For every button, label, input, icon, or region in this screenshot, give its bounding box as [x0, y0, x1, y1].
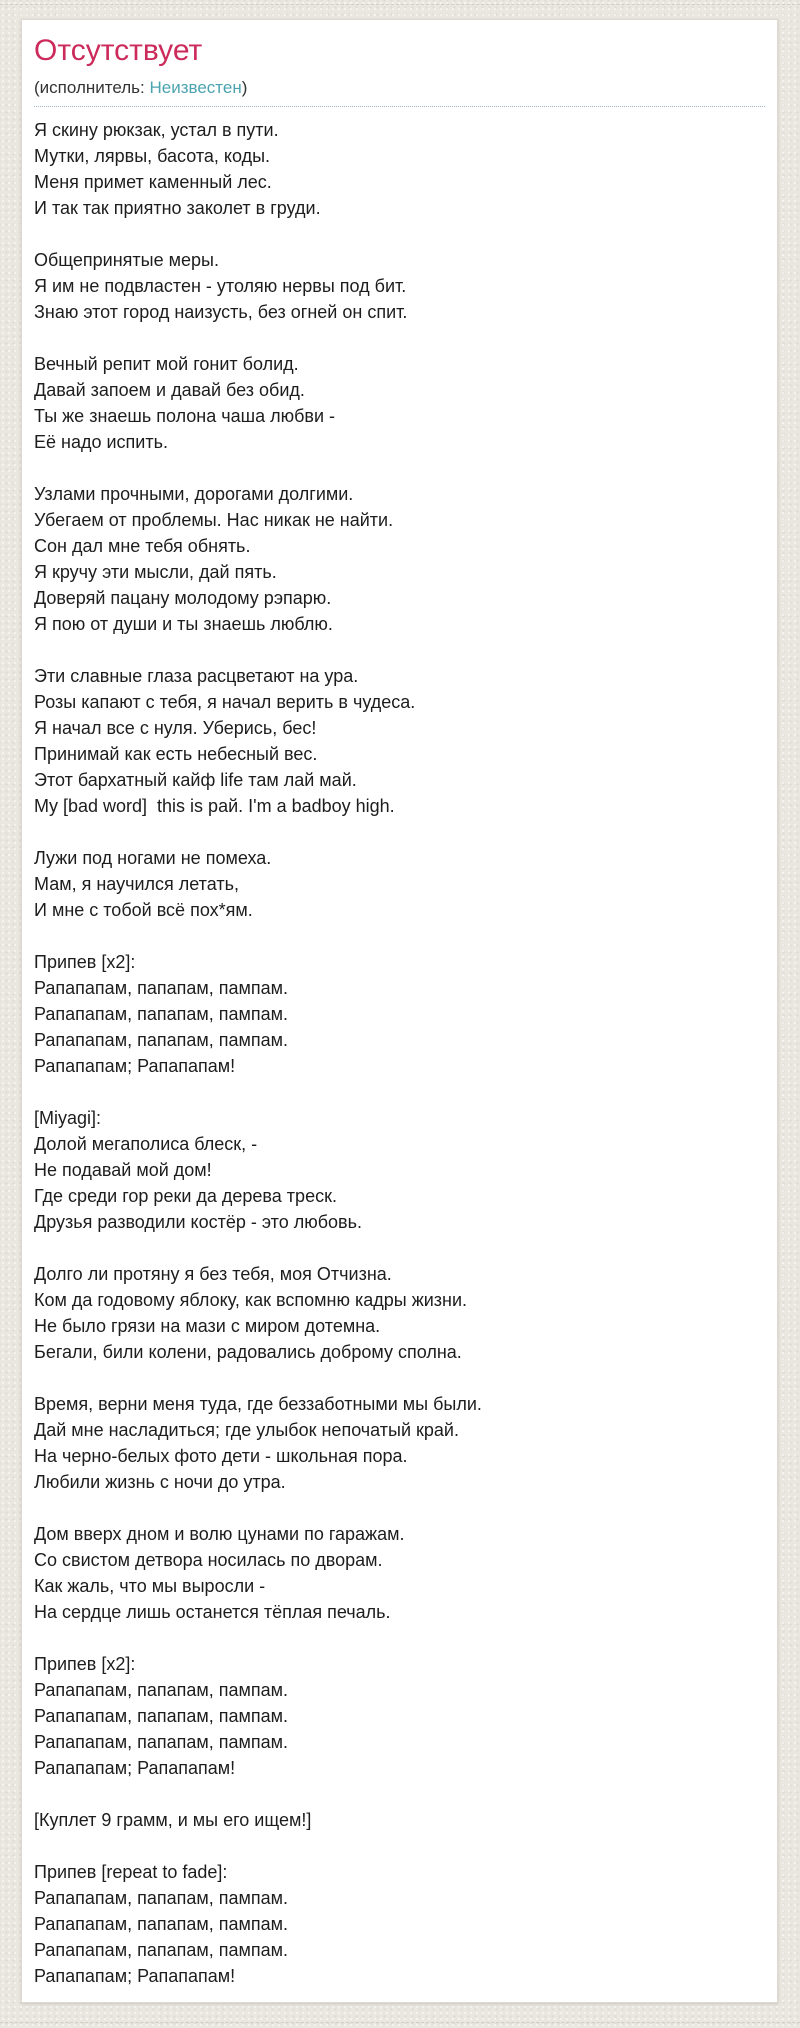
- lyrics-stanza: Дом вверх дном и волю цунами по гаражам. Со свистом детвора носилась по дворам. Как жаль, что мы выросли - На сердце лишь останется тёплая печаль.: [34, 1524, 405, 1622]
- lyrics-stanza: Припев [x2]: Рапапапам, папапам, пампам. Рапапапам, папапам, пампам. Рапапапам, папапам, пампам. Рапапапам; Рапапапам!: [34, 1654, 288, 1778]
- lyrics: [34, 117, 765, 1989]
- lyrics-stanza: Общепринятые меры. Я им не подвластен - утоляю нервы под бит. Знаю этот город наизусть, без огней он спит.: [34, 250, 408, 322]
- lyrics-stanza: Время, верни меня туда, где беззаботными мы были. Дай мне насладиться; где улыбок непочатый край. На черно-белых фото дети - школьная пора. Любили жизнь с ночи до утра.: [34, 1394, 482, 1492]
- lyrics-stanza: Припев [x2]: Рапапапам, папапам, пампам. Рапапапам, папапам, пампам. Рапапапам, папапам, пампам. Рапапапам; Рапапапам!: [34, 952, 288, 1076]
- lyrics-stanza: [Куплет 9 грамм, и мы его ищем!]: [34, 1810, 312, 1830]
- content-card: [21, 19, 778, 2003]
- top-dashed-border: [0, 4, 800, 5]
- lyrics-stanza: Узлами прочными, дорогами долгими. Убегаем от проблемы. Нас никак не найти. Сон дал мне тебя обнять. Я кручу эти мысли, дай пять. Доверяй пацану молодому рэпарю. Я пою от души и ты знаешь люблю.: [34, 484, 394, 634]
- bottom-dashed-border: [0, 2022, 800, 2023]
- artist-line: [34, 78, 765, 107]
- artist-label: (исполнитель:: [34, 78, 150, 97]
- lyrics-stanza: Я скину рюкзак, устал в пути. Мутки, лярвы, басота, коды. Меня примет каменный лес. И так так приятно заколет в груди.: [34, 120, 321, 218]
- lyrics-stanza: Вечный репит мой гонит болид. Давай запоем и давай без обид. Ты же знаешь полона чаша любви - Её надо испить.: [34, 354, 336, 452]
- song-title: Отсутствует: [34, 34, 203, 67]
- lyrics-stanza: Лужи под ногами не помеха. Мам, я научился летать, И мне с тобой всё пох*ям.: [34, 848, 272, 920]
- lyrics-stanza: [Miyagi]: Долой мегаполиса блеск, - Не подавай мой дом! Где среди гор реки да дерева треск. Друзья разводили костёр - это любовь.: [34, 1108, 362, 1232]
- artist-label-suffix: ): [241, 78, 248, 97]
- lyrics-stanza: Долго ли протяну я без тебя, моя Отчизна. Ком да годовому яблоку, как вспомню кадры жизни. Не было грязи на мази с миром дотемна. Бегали, били колени, радовались доброму сполна.: [34, 1264, 468, 1362]
- lyrics-stanza: Эти славные глаза расцветают на ура. Розы капают с тебя, я начал верить в чудеса. Я начал все с нуля. Уберись, бес! Принимай как есть небесный вес. Этот бархатный кайф life там лай май. My [bad word] this is рай. I'm a badboy high.: [34, 666, 416, 816]
- lyrics-stanza: Припев [repeat to fade]: Рапапапам, папапам, пампам. Рапапапам, папапам, пампам. Рапапапам, папапам, пампам. Рапапапам; Рапапапам!: [34, 1862, 288, 1986]
- artist-link[interactable]: Неизвестен: [149, 78, 242, 97]
